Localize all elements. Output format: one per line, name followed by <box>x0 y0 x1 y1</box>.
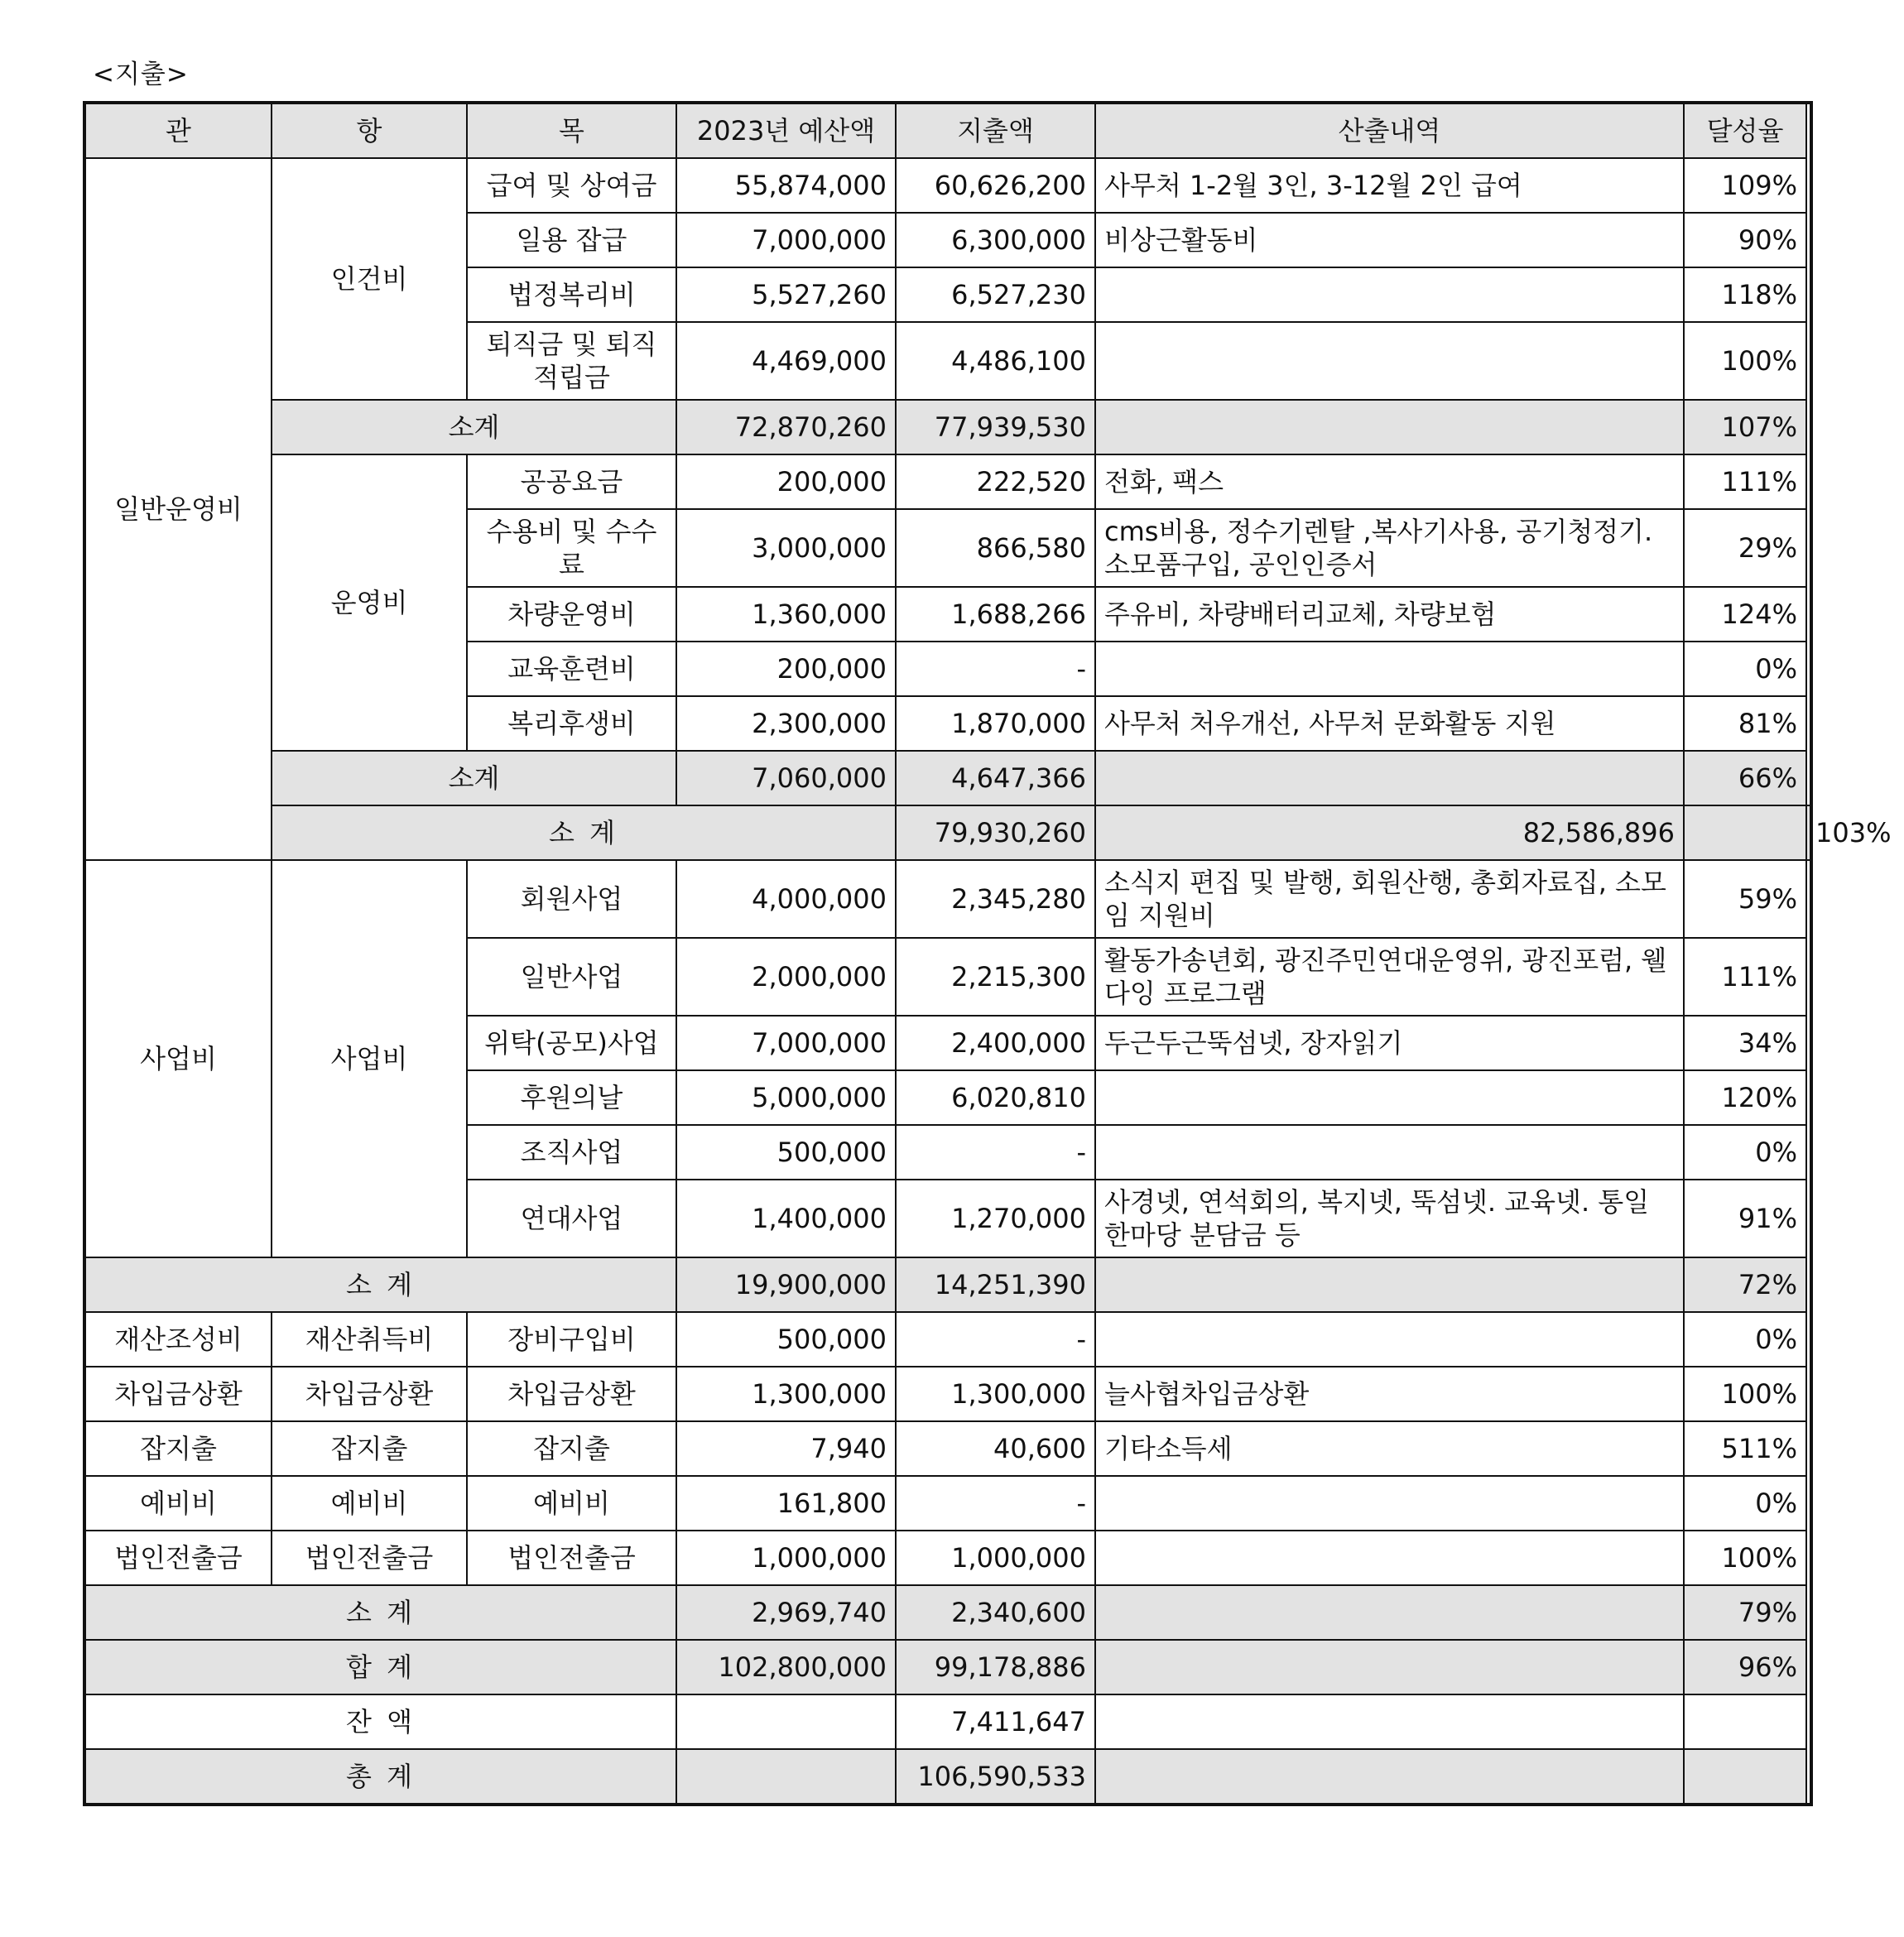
subtotal-detail <box>1095 400 1684 454</box>
budget-cell: 1,300,000 <box>676 1367 896 1421</box>
detail-cell: cms비용, 정수기렌탈 ,복사기사용, 공기청정기. 소모품구입, 공인인증서 <box>1095 509 1684 587</box>
overall-budget <box>676 1749 896 1805</box>
spent-cell: - <box>896 1125 1095 1180</box>
mok-cell: 예비비 <box>467 1476 676 1531</box>
hang-personnel: 인건비 <box>272 158 467 400</box>
section-total-budget: 2,969,740 <box>676 1585 896 1640</box>
header-rate: 달성율 <box>1684 103 1806 158</box>
detail-cell: 사무처 처우개선, 사무처 문화활동 지원 <box>1095 696 1684 751</box>
section-total-budget: 79,930,260 <box>896 805 1095 860</box>
budget-cell: 500,000 <box>676 1125 896 1180</box>
table-row <box>84 1531 1811 1585</box>
budget-cell: 7,000,000 <box>676 1016 896 1070</box>
detail-cell <box>1095 267 1684 322</box>
balance-row <box>84 1694 1811 1749</box>
overall-detail <box>1095 1749 1684 1805</box>
rate-cell: 120% <box>1684 1070 1806 1125</box>
budget-cell: 5,000,000 <box>676 1070 896 1125</box>
mok-cell: 잡지출 <box>467 1421 676 1476</box>
gwan-cell: 재산조성비 <box>84 1312 272 1367</box>
spent-cell: 1,870,000 <box>896 696 1095 751</box>
subtotal-label: 소계 <box>272 751 676 805</box>
rate-cell: 100% <box>1684 322 1806 400</box>
section-total-spent: 82,586,896 <box>1095 805 1684 860</box>
detail-cell: 비상근활동비 <box>1095 213 1684 267</box>
grand-total-label: 합 계 <box>84 1640 676 1694</box>
rate-cell: 90% <box>1684 213 1806 267</box>
spent-cell: 4,486,100 <box>896 322 1095 400</box>
section-total-rate: 72% <box>1684 1257 1806 1312</box>
subtotal-rate: 66% <box>1684 751 1806 805</box>
subtotal-spent: 77,939,530 <box>896 400 1095 454</box>
budget-cell: 55,874,000 <box>676 158 896 213</box>
header-spent: 지출액 <box>896 103 1095 158</box>
section-total-detail <box>1095 1257 1684 1312</box>
section-total-row <box>84 1585 1811 1640</box>
detail-cell <box>1095 1125 1684 1180</box>
rate-cell: 511% <box>1684 1421 1806 1476</box>
section-total-spent: 14,251,390 <box>896 1257 1095 1312</box>
table-row <box>84 1476 1811 1531</box>
table-row <box>84 158 1811 213</box>
budget-cell: 1,000,000 <box>676 1531 896 1585</box>
rate-cell: 109% <box>1684 158 1806 213</box>
rate-cell: 29% <box>1684 509 1806 587</box>
detail-cell: 두근두근뚝섬넷, 장자읽기 <box>1095 1016 1684 1070</box>
spent-cell: 1,688,266 <box>896 587 1095 642</box>
header-row <box>84 103 1811 158</box>
mok-cell: 일반사업 <box>467 938 676 1016</box>
grand-total-spent: 99,178,886 <box>896 1640 1095 1694</box>
rate-cell: 118% <box>1684 267 1806 322</box>
hang-cell: 차입금상환 <box>272 1367 467 1421</box>
balance-spent: 7,411,647 <box>896 1694 1095 1749</box>
rate-cell: 34% <box>1684 1016 1806 1070</box>
budget-cell: 5,527,260 <box>676 267 896 322</box>
mok-cell: 차량운영비 <box>467 587 676 642</box>
rate-cell: 59% <box>1684 860 1806 938</box>
budget-cell: 7,940 <box>676 1421 896 1476</box>
rate-cell: 81% <box>1684 696 1806 751</box>
overall-label: 총 계 <box>84 1749 676 1805</box>
section-total-rate: 79% <box>1684 1585 1806 1640</box>
section-total-budget: 19,900,000 <box>676 1257 896 1312</box>
gwan-general: 일반운영비 <box>84 158 272 860</box>
expense-table <box>83 101 1892 1806</box>
budget-cell: 4,469,000 <box>676 322 896 400</box>
detail-cell: 전화, 팩스 <box>1095 454 1684 509</box>
overall-rate <box>1684 1749 1806 1805</box>
mok-cell: 법인전출금 <box>467 1531 676 1585</box>
subtotal-budget: 72,870,260 <box>676 400 896 454</box>
grand-total-budget: 102,800,000 <box>676 1640 896 1694</box>
spent-cell: 2,215,300 <box>896 938 1095 1016</box>
header-mok: 목 <box>467 103 676 158</box>
detail-cell <box>1095 1070 1684 1125</box>
spent-cell: 1,300,000 <box>896 1367 1095 1421</box>
gwan-cell: 차입금상환 <box>84 1367 272 1421</box>
spent-cell: - <box>896 1476 1095 1531</box>
detail-cell: 소식지 편집 및 발행, 회원산행, 총회자료집, 소모임 지원비 <box>1095 860 1684 938</box>
section-total-rate: 103% <box>1806 805 1811 860</box>
table-row <box>84 1367 1811 1421</box>
mok-cell: 연대사업 <box>467 1180 676 1257</box>
section-total-detail <box>1095 1585 1684 1640</box>
balance-detail <box>1095 1694 1684 1749</box>
header-gwan: 관 <box>84 103 272 158</box>
budget-cell: 200,000 <box>676 454 896 509</box>
budget-cell: 7,000,000 <box>676 213 896 267</box>
subtotal-rate: 107% <box>1684 400 1806 454</box>
spent-cell: 6,527,230 <box>896 267 1095 322</box>
hang-cell: 법인전출금 <box>272 1531 467 1585</box>
subtotal-row <box>84 400 1811 454</box>
rate-cell: 0% <box>1684 1125 1806 1180</box>
rate-cell: 0% <box>1684 642 1806 696</box>
mok-cell: 급여 및 상여금 <box>467 158 676 213</box>
rate-cell: 124% <box>1684 587 1806 642</box>
spent-cell: 6,300,000 <box>896 213 1095 267</box>
header-detail: 산출내역 <box>1095 103 1684 158</box>
mok-cell: 후원의날 <box>467 1070 676 1125</box>
budget-cell: 161,800 <box>676 1476 896 1531</box>
rate-cell: 111% <box>1684 938 1806 1016</box>
overall-total-row <box>84 1749 1811 1805</box>
mok-cell: 장비구입비 <box>467 1312 676 1367</box>
section-total-row <box>84 1257 1811 1312</box>
hang-business: 사업비 <box>272 860 467 1257</box>
spent-cell: 60,626,200 <box>896 158 1095 213</box>
gwan-business: 사업비 <box>84 860 272 1257</box>
section-total-detail <box>1684 805 1806 860</box>
detail-cell: 사무처 1-2월 3인, 3-12월 2인 급여 <box>1095 158 1684 213</box>
detail-cell: 늘사협차입금상환 <box>1095 1367 1684 1421</box>
detail-cell: 활동가송년회, 광진주민연대운영위, 광진포럼, 웰다잉 프로그램 <box>1095 938 1684 1016</box>
header-budget: 2023년 예산액 <box>676 103 896 158</box>
rate-cell: 111% <box>1684 454 1806 509</box>
gwan-cell: 잡지출 <box>84 1421 272 1476</box>
spent-cell: 866,580 <box>896 509 1095 587</box>
detail-cell <box>1095 322 1684 400</box>
grand-total-rate: 96% <box>1684 1640 1806 1694</box>
spent-cell: 2,345,280 <box>896 860 1095 938</box>
budget-cell: 3,000,000 <box>676 509 896 587</box>
spent-cell: 40,600 <box>896 1421 1095 1476</box>
rate-cell: 100% <box>1684 1531 1806 1585</box>
mok-cell: 법정복리비 <box>467 267 676 322</box>
spent-cell: 1,000,000 <box>896 1531 1095 1585</box>
spent-cell: - <box>896 642 1095 696</box>
budget-cell: 200,000 <box>676 642 896 696</box>
mok-cell: 교육훈련비 <box>467 642 676 696</box>
spent-cell: - <box>896 1312 1095 1367</box>
hang-cell: 예비비 <box>272 1476 467 1531</box>
mok-cell: 일용 잡급 <box>467 213 676 267</box>
section-total-label: 소 계 <box>84 1257 676 1312</box>
section-total-row <box>84 805 1811 860</box>
rate-cell: 100% <box>1684 1367 1806 1421</box>
hang-operation: 운영비 <box>272 454 467 751</box>
budget-cell: 2,300,000 <box>676 696 896 751</box>
detail-cell: 기타소득세 <box>1095 1421 1684 1476</box>
grand-total-detail <box>1095 1640 1684 1694</box>
section-total-spent: 2,340,600 <box>896 1585 1095 1640</box>
rate-cell: 0% <box>1684 1476 1806 1531</box>
mok-cell: 조직사업 <box>467 1125 676 1180</box>
mok-cell: 차입금상환 <box>467 1367 676 1421</box>
subtotal-label: 소계 <box>272 400 676 454</box>
detail-cell: 주유비, 차량배터리교체, 차량보험 <box>1095 587 1684 642</box>
section-total-label: 소 계 <box>84 1585 676 1640</box>
section-total-label: 소 계 <box>272 805 896 860</box>
spent-cell: 1,270,000 <box>896 1180 1095 1257</box>
grand-total-row <box>84 1640 1811 1694</box>
mok-cell: 퇴직금 및 퇴직 적립금 <box>467 322 676 400</box>
table-row <box>84 1312 1811 1367</box>
subtotal-spent: 4,647,366 <box>896 751 1095 805</box>
spent-cell: 2,400,000 <box>896 1016 1095 1070</box>
mok-cell: 회원사업 <box>467 860 676 938</box>
table-row <box>84 454 1811 509</box>
mok-cell: 공공요금 <box>467 454 676 509</box>
subtotal-budget: 7,060,000 <box>676 751 896 805</box>
spent-cell: 6,020,810 <box>896 1070 1095 1125</box>
budget-cell: 500,000 <box>676 1312 896 1367</box>
detail-cell <box>1095 642 1684 696</box>
budget-cell: 1,400,000 <box>676 1180 896 1257</box>
subtotal-row <box>84 751 1811 805</box>
budget-cell: 1,360,000 <box>676 587 896 642</box>
detail-cell <box>1095 1312 1684 1367</box>
budget-cell: 4,000,000 <box>676 860 896 938</box>
hang-cell: 재산취득비 <box>272 1312 467 1367</box>
gwan-cell: 법인전출금 <box>84 1531 272 1585</box>
table-row <box>84 860 1811 938</box>
mok-cell: 수용비 및 수수료 <box>467 509 676 587</box>
section-caption: <지출> <box>93 60 189 89</box>
budget-cell: 2,000,000 <box>676 938 896 1016</box>
mok-cell: 위탁(공모)사업 <box>467 1016 676 1070</box>
overall-spent: 106,590,533 <box>896 1749 1095 1805</box>
detail-cell <box>1095 1476 1684 1531</box>
balance-label: 잔 액 <box>84 1694 676 1749</box>
hang-cell: 잡지출 <box>272 1421 467 1476</box>
table-row <box>84 1421 1811 1476</box>
rate-cell: 91% <box>1684 1180 1806 1257</box>
detail-cell <box>1095 1531 1684 1585</box>
subtotal-detail <box>1095 751 1684 805</box>
rate-cell: 0% <box>1684 1312 1806 1367</box>
balance-budget <box>676 1694 896 1749</box>
balance-rate <box>1684 1694 1806 1749</box>
gwan-cell: 예비비 <box>84 1476 272 1531</box>
detail-cell: 사경넷, 연석회의, 복지넷, 뚝섬넷. 교육넷. 통일한마당 분담금 등 <box>1095 1180 1684 1257</box>
header-hang: 항 <box>272 103 467 158</box>
spent-cell: 222,520 <box>896 454 1095 509</box>
mok-cell: 복리후생비 <box>467 696 676 751</box>
